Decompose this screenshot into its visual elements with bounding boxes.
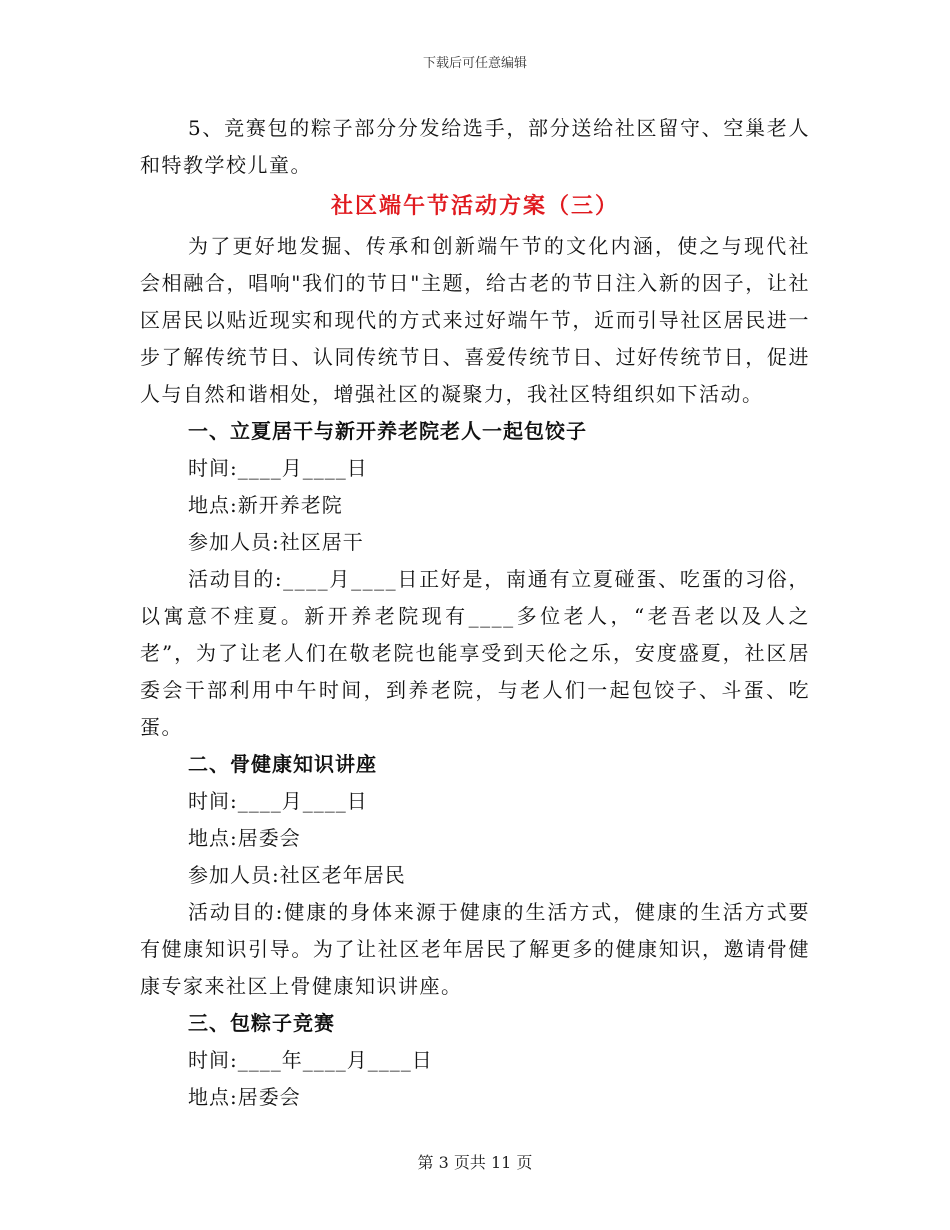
document-title: 社区端午节活动方案（三） [330, 193, 619, 219]
section-2-participants: 参加人员:社区老年居民 [188, 863, 406, 887]
section-1-place: 地点:新开养老院 [188, 493, 343, 517]
section-3 [140, 1005, 810, 1116]
section-3-heading: 三、包粽子竞赛 [188, 1011, 335, 1035]
section-2-heading: 二、骨健康知识讲座 [188, 752, 377, 776]
intro-item: 5、竞赛包的粽子部分分发给选手，部分送给社区留守、空巢老人和特教学校儿童。 [140, 116, 810, 177]
section-2-place: 地点:居委会 [188, 826, 301, 850]
section-2-purpose: 活动目的:健康的身体来源于健康的生活方式，健康的生活方式要有健康知识引导。为了让社区老年居民了解更多的健康知识，邀请骨健康专家来社区上骨健康知识讲座。 [140, 900, 810, 998]
section-3-time: 时间:____年____月____日 [188, 1048, 433, 1072]
section-1-purpose: 活动目的:____月____日正好是，南通有立夏碰蛋、吃蛋的习俗，以寓意不疰夏。新开养老院现有____多位老人，“老吾老以及人之老”，为了让老人们在敬老院也能享受到天伦之乐，安度盛夏，社区居委会干部利用中午时间，到养老院，与老人们一起包饺子、斗蛋、吃蛋。 [140, 567, 810, 739]
section-2-time: 时间:____月____日 [188, 789, 368, 813]
section-3-place: 地点:居委会 [188, 1085, 301, 1109]
intro-paragraph: 为了更好地发掘、传承和创新端午节的文化内涵，使之与现代社会相融合，唱响"我们的节日"主题，给古老的节日注入新的因子，让社区居民以贴近现实和现代的方式来过好端午节，近而引导社区居民进一步了解传统节日、认同传统节日、喜爱传统节日、过好传统节日，促进人与自然和谐相处，增强社区的凝聚力，我社区特组织如下活动。 [140, 234, 810, 406]
page-footer: 第 3 页共 11 页 [417, 1153, 533, 1172]
section-1-time: 时间:____月____日 [188, 456, 368, 480]
section-1-heading: 一、立夏居干与新开养老院老人一起包饺子 [188, 419, 587, 443]
header-note: 下载后可任意编辑 [422, 56, 527, 71]
section-1-participants: 参加人员:社区居干 [188, 530, 364, 554]
section-2 [140, 746, 810, 1005]
section-1 [140, 413, 810, 746]
document-body [140, 110, 810, 1116]
